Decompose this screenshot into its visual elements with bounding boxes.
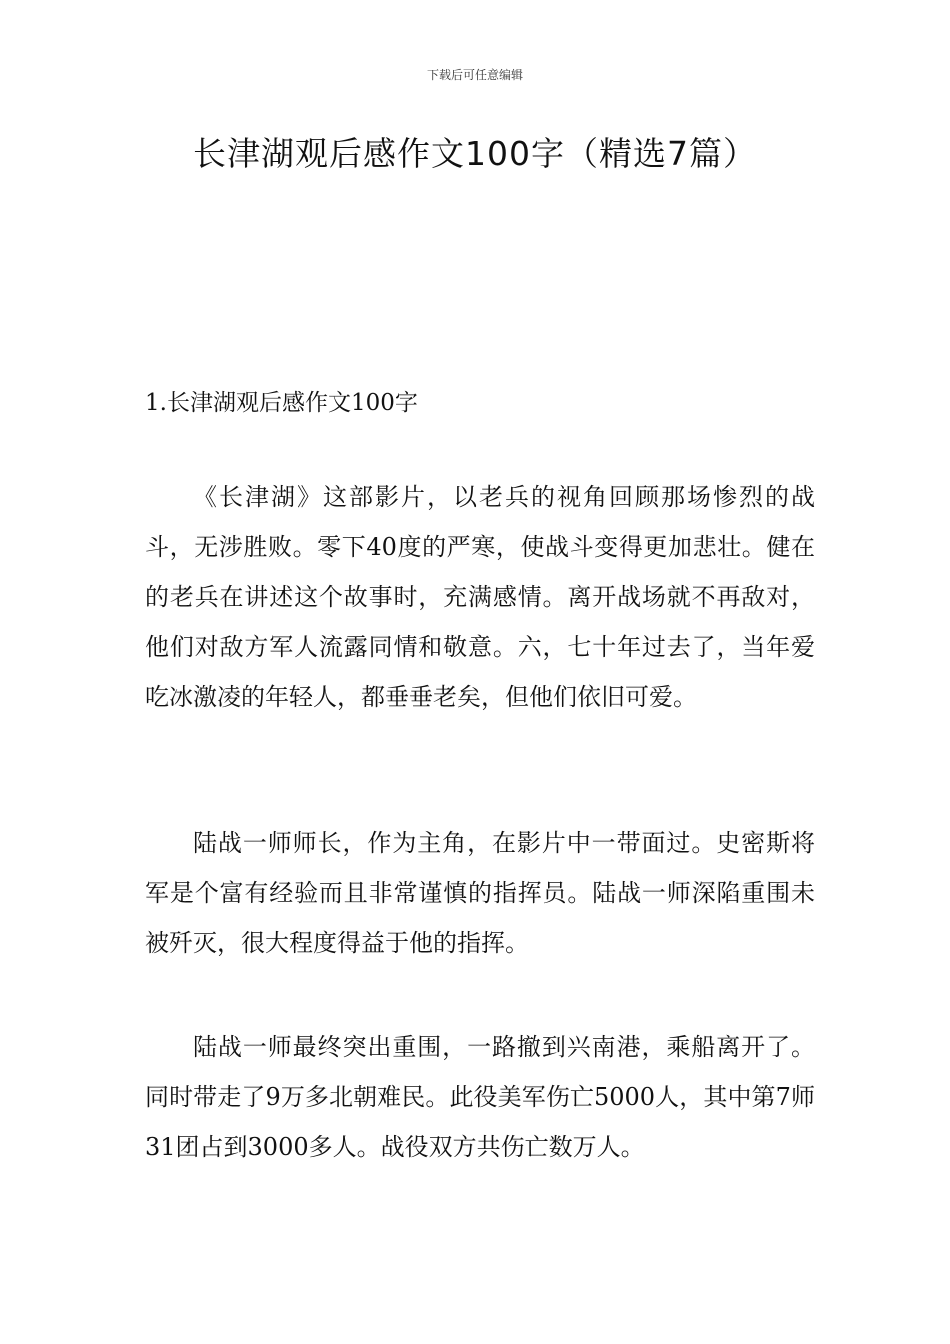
- paragraph: 陆战一师师长，作为主角，在影片中一带面过。史密斯将军是个富有经验而且非常谨慎的指挥员。陆战一师深陷重围未被歼灭，很大程度得益于他的指挥。: [145, 829, 815, 957]
- paragraph: 《长津湖》这部影片，以老兵的视角回顾那场惨烈的战斗，无涉胜败。零下40度的严寒，使战斗变得更加悲壮。健在的老兵在讲述这个故事时，充满感情。离开战场就不再敌对，他们对敌方军人流露同情和敬意。六，七十年过去了，当年爱吃冰激凌的年轻人，都垂垂老矣，但他们依旧可爱。: [145, 483, 815, 711]
- paragraph: 陆战一师最终突出重围，一路撤到兴南港，乘船离开了。同时带走了9万多北朝难民。此役美军伤亡5000人，其中第7师31团占到3000多人。战役双方共伤亡数万人。: [145, 1033, 815, 1161]
- document-title: 长津湖观后感作文100字（精选7篇）: [193, 134, 757, 173]
- header-note: 下载后可任意编辑: [426, 68, 523, 82]
- section-heading: 1.长津湖观后感作文100字: [145, 390, 418, 416]
